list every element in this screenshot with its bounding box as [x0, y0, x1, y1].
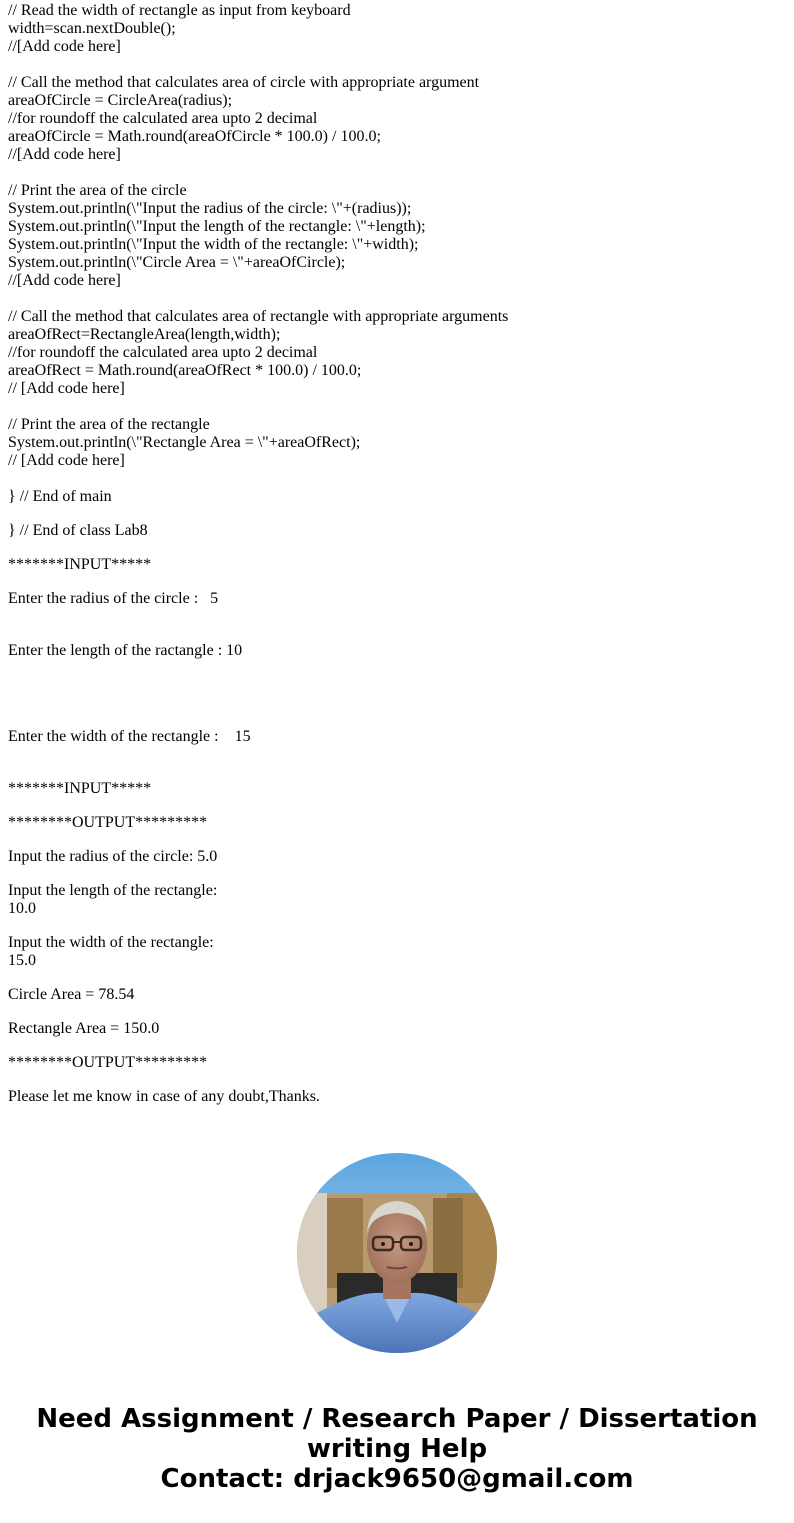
- avatar-portrait-image: [297, 1153, 497, 1353]
- code-line: areaOfRect=RectangleArea(length,width);: [8, 326, 281, 343]
- end-of-main: [8, 488, 788, 506]
- code-block-print-rect: [8, 416, 788, 470]
- output-length-value: 10.0: [8, 900, 36, 917]
- code-line: System.out.println(\"Input the radius of the circle: \"+(radius));: [8, 200, 412, 217]
- input-footer-text: *******INPUT*****: [8, 780, 152, 797]
- code-line: // [Add code here]: [8, 452, 125, 469]
- input-header-text: *******INPUT*****: [8, 556, 152, 573]
- code-line: //[Add code here]: [8, 272, 121, 289]
- output-width: [8, 934, 788, 970]
- code-line: width=scan.nextDouble();: [8, 20, 176, 37]
- output-footer-text: ********OUTPUT*********: [8, 1054, 208, 1071]
- code-line: System.out.println(\"Rectangle Area = \"+areaOfRect);: [8, 434, 361, 451]
- end-main-line: } // End of main: [8, 488, 112, 505]
- code-line: //[Add code here]: [8, 38, 121, 55]
- code-block-rect-area: [8, 308, 788, 398]
- promo-contact: Contact: drjack9650@gmail.com: [160, 1464, 634, 1494]
- output-circle-area-text: Circle Area = 78.54: [8, 986, 135, 1003]
- code-line: areaOfCircle = Math.round(areaOfCircle * 100.0) / 100.0;: [8, 128, 381, 145]
- input-length: [8, 642, 788, 660]
- code-line: //[Add code here]: [8, 146, 121, 163]
- input-length-text: Enter the length of the ractangle : 10: [8, 642, 243, 659]
- code-line: areaOfCircle = CircleArea(radius);: [8, 92, 233, 109]
- code-line: System.out.println(\"Input the width of the rectangle: \"+width);: [8, 236, 419, 253]
- code-block-read-width: [8, 2, 788, 56]
- code-line: // [Add code here]: [8, 380, 125, 397]
- code-line: //for roundoff the calculated area upto 2 decimal: [8, 110, 318, 127]
- promo-line-1: Need Assignment / Research Paper / Dissertation: [36, 1404, 758, 1434]
- end-of-class: [8, 522, 788, 540]
- input-radius-text: Enter the radius of the circle : 5: [8, 590, 219, 607]
- output-width-value: 15.0: [8, 952, 36, 969]
- output-circle-area: [8, 986, 788, 1004]
- author-avatar: [297, 1153, 497, 1353]
- promo-line-2: writing Help: [306, 1434, 488, 1464]
- output-radius-text: Input the radius of the circle: 5.0: [8, 848, 218, 865]
- document-body: [8, 2, 788, 1124]
- code-line: // Print the area of the circle: [8, 182, 187, 199]
- output-rect-area-text: Rectangle Area = 150.0: [8, 1020, 160, 1037]
- code-line: // Call the method that calculates area of rectangle with appropriate arguments: [8, 308, 509, 325]
- code-line: //for roundoff the calculated area upto 2 decimal: [8, 344, 318, 361]
- code-block-print-circle: [8, 182, 788, 290]
- closing-text: Please let me know in case of any doubt,Thanks.: [8, 1088, 320, 1105]
- input-radius: [8, 590, 788, 608]
- promo-banner: [0, 1404, 794, 1494]
- output-length: [8, 882, 788, 918]
- output-width-label: Input the width of the rectangle:: [8, 934, 214, 951]
- end-class-line: } // End of class Lab8: [8, 522, 148, 539]
- input-width: [8, 728, 788, 746]
- output-header-text: ********OUTPUT*********: [8, 814, 208, 831]
- input-width-text: Enter the width of the rectangle : 15: [8, 728, 251, 745]
- input-footer: [8, 780, 788, 798]
- code-line: // Print the area of the rectangle: [8, 416, 210, 433]
- output-radius: [8, 848, 788, 866]
- code-line: areaOfRect = Math.round(areaOfRect * 100.0) / 100.0;: [8, 362, 362, 379]
- closing-note: [8, 1088, 788, 1106]
- code-line: System.out.println(\"Circle Area = \"+areaOfCircle);: [8, 254, 346, 271]
- code-block-circle-area: [8, 74, 788, 164]
- code-line: System.out.println(\"Input the length of the rectangle: \"+length);: [8, 218, 426, 235]
- output-header: [8, 814, 788, 832]
- code-line: // Read the width of rectangle as input from keyboard: [8, 2, 351, 19]
- code-line: // Call the method that calculates area of circle with appropriate argument: [8, 74, 480, 91]
- input-header: [8, 556, 788, 574]
- output-length-label: Input the length of the rectangle:: [8, 882, 218, 899]
- output-footer: [8, 1054, 788, 1072]
- output-rect-area: [8, 1020, 788, 1038]
